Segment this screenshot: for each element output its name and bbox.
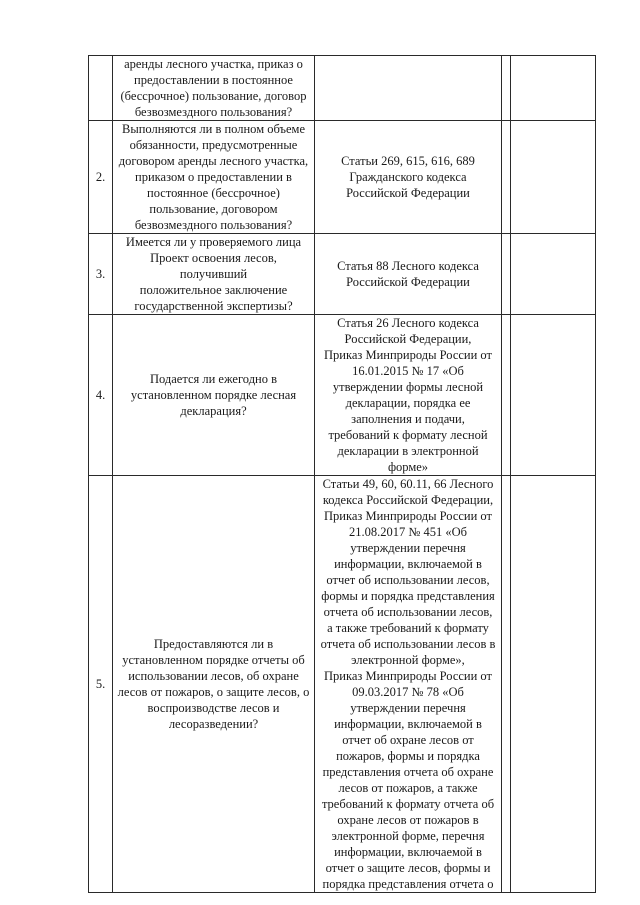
empty-cell xyxy=(511,476,596,893)
empty-cell xyxy=(502,121,511,234)
question-text: Подается ли ежегодно в установленном порядке лесная декларация? xyxy=(130,372,297,418)
law-cell xyxy=(315,56,502,121)
row-number: 2. xyxy=(89,121,113,234)
law-text: Статьи 49, 60, 60.11, 66 Лесного кодекса Российской Федерации, Приказ Минприроды России от 21.08.2017 № 451 «Об утверждении перечня информации, включаемой в отчет об использовании лесов, формы и порядка представления отчета об использовании лесов, а также требований к формату отчета об использовании лесов в электронной форме», Приказ Минприроды России от 09.03.2017 № 78 «Об утверждении перечня информации, включаемой в отчет об охране лесов от пожаров, формы и порядка представления отчета об охране лесов от пожаров, а также требований к формату отчета об охране лесов от пожаров в электронной форме, перечня информации, включаемой в отчет о защите лесов, формы и порядка представления отчета о xyxy=(320,477,496,891)
row-number: 3. xyxy=(89,234,113,315)
law-cell xyxy=(315,234,502,315)
question-text: Предоставляются ли в установленном порядке отчеты об использовании лесов, об охране лесов от пожаров, о защите лесов, о воспроизводстве лесов и лесоразведении? xyxy=(117,637,310,731)
table-row xyxy=(89,234,596,315)
empty-cell xyxy=(502,315,511,476)
question-text: аренды лесного участка, приказ о предоставлении в постоянное (бессрочное) пользование, договор безвозмездного пользования? xyxy=(120,57,307,119)
empty-cell xyxy=(511,56,596,121)
law-text: Статья 26 Лесного кодекса Российской Федерации, Приказ Минприроды России от 16.01.2015 № 17 «Об утверждении формы лесной декларации, порядка ее заполнения и подачи, требований к формату лесной декларации в электронной форме» xyxy=(324,316,492,474)
empty-cell xyxy=(511,234,596,315)
law-cell xyxy=(315,476,502,893)
table-row xyxy=(89,476,596,893)
table-row xyxy=(89,56,596,121)
table-row xyxy=(89,121,596,234)
row-number xyxy=(89,56,113,121)
law-cell xyxy=(315,121,502,234)
checklist-table xyxy=(88,55,596,893)
empty-cell xyxy=(511,121,596,234)
question-cell xyxy=(113,476,315,893)
row-number: 5. xyxy=(89,476,113,893)
empty-cell xyxy=(511,315,596,476)
question-cell xyxy=(113,315,315,476)
law-text: Статья 88 Лесного кодекса Российской Федерации xyxy=(337,259,479,289)
question-text: Выполняются ли в полном объеме обязанности, предусмотренные договором аренды лесного участка, приказом о предоставлении в постоянное (бессрочное) пользование, договором безвозмездного пользования? xyxy=(118,122,309,232)
law-text: Статьи 269, 615, 616, 689 Гражданского кодекса Российской Федерации xyxy=(341,154,475,200)
question-text: Имеется ли у проверяемого лица Проект освоения лесов, получивший положительное заключение государственной экспертизы? xyxy=(125,235,302,313)
question-cell xyxy=(113,234,315,315)
row-number: 4. xyxy=(89,315,113,476)
law-cell xyxy=(315,315,502,476)
question-cell xyxy=(113,56,315,121)
empty-cell xyxy=(502,234,511,315)
table-row xyxy=(89,315,596,476)
empty-cell xyxy=(502,476,511,893)
empty-cell xyxy=(502,56,511,121)
question-cell xyxy=(113,121,315,234)
